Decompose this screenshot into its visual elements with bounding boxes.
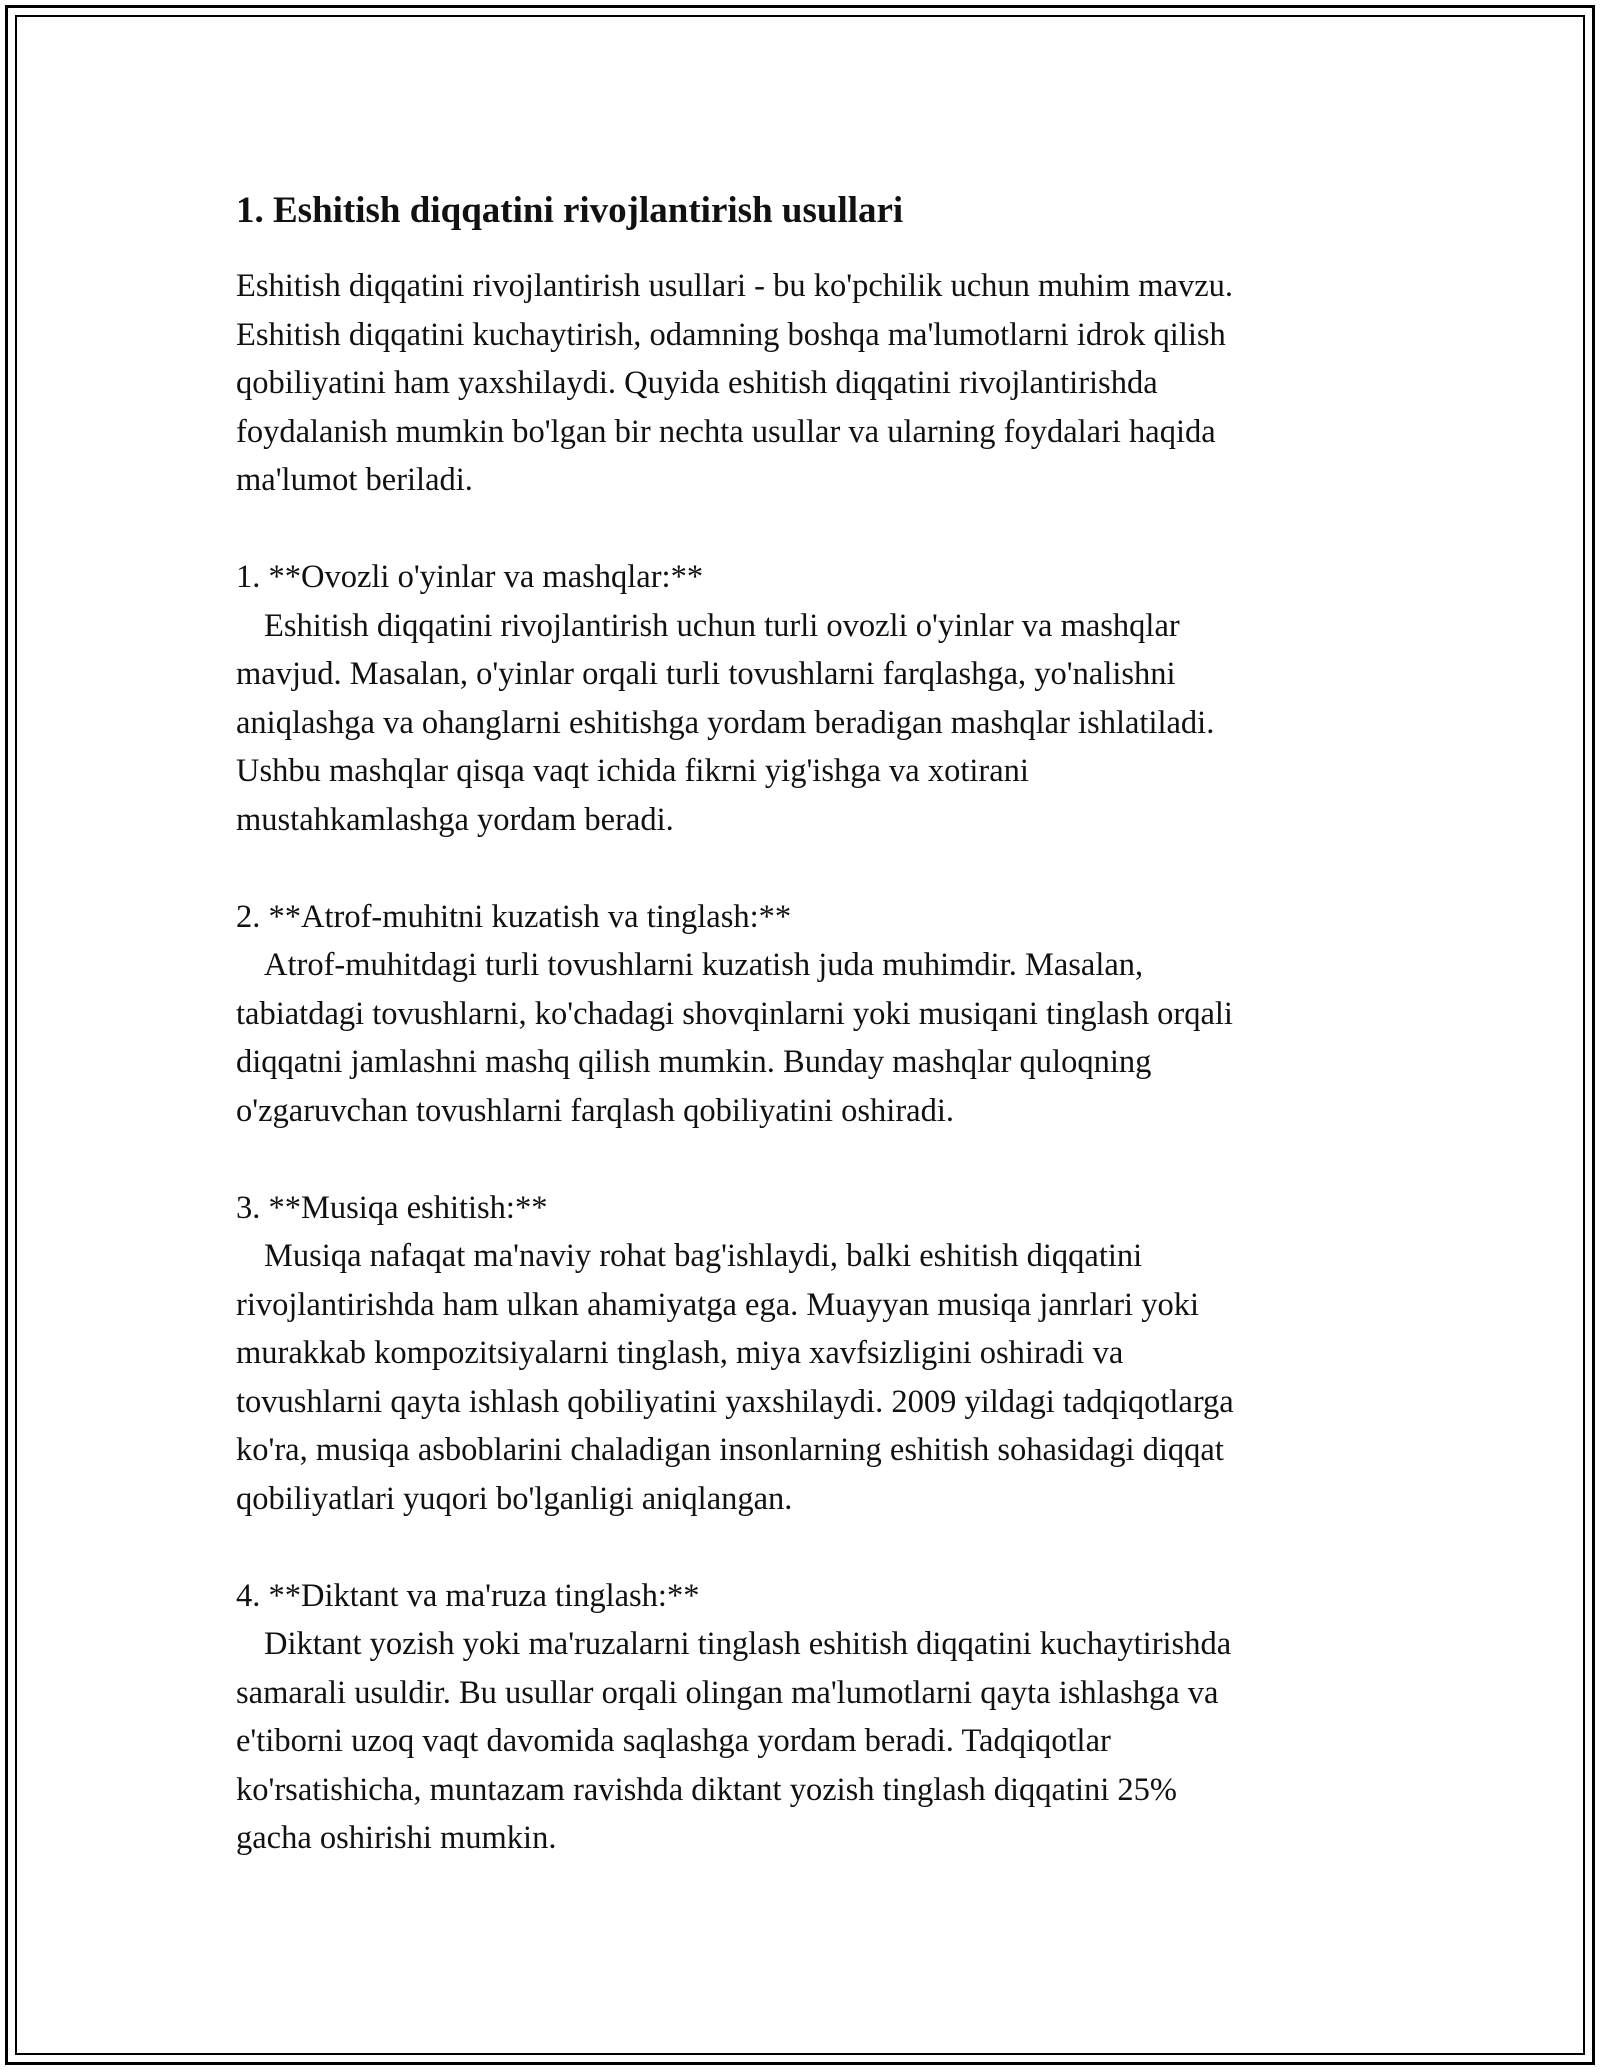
section-line: qobiliyatlari yuqori bo'lganligi aniqlangan. [236, 1480, 793, 1517]
section-line: tovushlarni qayta ishlash qobiliyatini yaxshilaydi. 2009 yildagi tadqiqotlarga [236, 1383, 1234, 1420]
intro-line: ma'lumot beriladi. [236, 462, 473, 498]
section-line: o'zgaruvchan tovushlarni farqlash qobiliyatini oshiradi. [236, 1092, 954, 1129]
section-heading: 2. **Atrof-muhitni kuzatish va tinglash:** [236, 898, 792, 935]
paragraph-gap [236, 844, 1396, 893]
section-line: Musiqa nafaqat ma'naviy rohat bag'ishlaydi, balki eshitish diqqatini [264, 1238, 1143, 1274]
section-line: Eshitish diqqatini rivojlantirish uchun turli ovozli o'yinlar va mashqlar [264, 607, 1180, 644]
section-heading: 4. **Diktant va ma'ruza tinglash:** [236, 1577, 700, 1614]
intro-line: qobiliyatini ham yaxshilaydi. Quyida eshitish diqqatini rivojlantirishda [236, 365, 1158, 401]
section-item-4 [236, 1572, 1396, 1863]
section-line: diqqatni jamlashni mashq qilish mumkin. Bunday mashqlar quloqning [236, 1044, 1152, 1080]
paragraph-gap [236, 1135, 1396, 1184]
section-line: tabiatdagi tovushlarni, ko'chadagi shovqinlarni yoki musiqani tinglash orqali [236, 995, 1233, 1032]
section-item-2 [236, 893, 1396, 1136]
document-body [236, 186, 1396, 1863]
section-line: e'tiborni uzoq vaqt davomida saqlashga yordam beradi. Tadqiqotlar [236, 1723, 1111, 1759]
section-line: aniqlashga va ohanglarni eshitishga yordam beradigan mashqlar ishlatiladi. [236, 704, 1215, 741]
section-line: Atrof-muhitdagi turli tovushlarni kuzatish juda muhimdir. Masalan, [264, 947, 1144, 983]
section-heading: 1. **Ovozli o'yinlar va mashqlar:** [236, 559, 704, 595]
document-title: 1. Eshitish diqqatini rivojlantirish usullari [236, 190, 904, 231]
section-line: gacha oshirishi mumkin. [236, 1820, 557, 1856]
section-line: Ushbu mashqlar qisqa vaqt ichida fikrni yig'ishga va xotirani [236, 753, 1029, 789]
section-line: samarali usuldir. Bu usullar orqali olingan ma'lumotlarni qayta ishlashga va [236, 1674, 1219, 1711]
section-item-3 [236, 1184, 1396, 1524]
intro-line: Eshitish diqqatini rivojlantirish usullari - bu ko'pchilik uchun muhim mavzu. [236, 268, 1233, 304]
section-item-1 [236, 553, 1396, 844]
intro-paragraph [236, 262, 1396, 505]
section-line: ko'ra, musiqa asboblarini chaladigan insonlarning eshitish sohasidagi diqqat [236, 1432, 1224, 1468]
intro-line: foydalanish mumkin bo'lgan bir nechta usullar va ularning foydalari haqida [236, 413, 1216, 450]
section-heading: 3. **Musiqa eshitish:** [236, 1189, 548, 1226]
section-line: mustahkamlashga yordam beradi. [236, 801, 674, 838]
section-line: Diktant yozish yoki ma'ruzalarni tinglash eshitish diqqatini kuchaytirishda [264, 1626, 1232, 1662]
section-line: ko'rsatishicha, muntazam ravishda diktant yozish tinglash diqqatini 25% [236, 1771, 1177, 1808]
paragraph-gap [236, 505, 1396, 554]
intro-line: Eshitish diqqatini kuchaytirish, odamning boshqa ma'lumotlarni idrok qilish [236, 316, 1226, 353]
section-line: mavjud. Masalan, o'yinlar orqali turli tovushlarni farqlashga, yo'nalishni [236, 656, 1176, 692]
section-line: murakkab kompozitsiyalarni tinglash, miya xavfsizligini oshiradi va [236, 1335, 1124, 1371]
section-line: rivojlantirishda ham ulkan ahamiyatga ega. Muayyan musiqa janrlari yoki [236, 1286, 1199, 1323]
paragraph-gap [236, 1523, 1396, 1572]
